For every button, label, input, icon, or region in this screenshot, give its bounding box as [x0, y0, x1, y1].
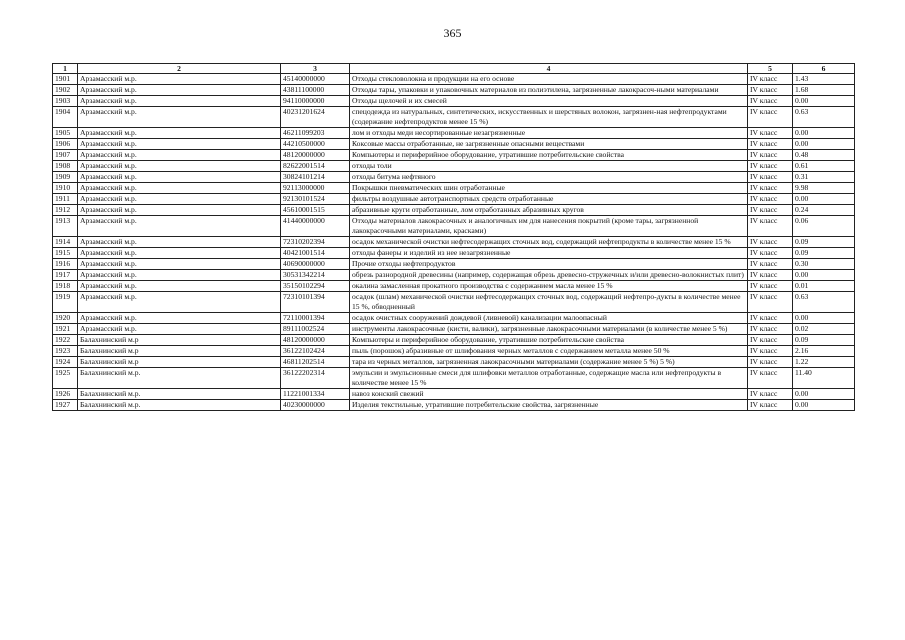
district-cell: Арзамасский м.р.: [78, 259, 281, 270]
amount-cell: 0.00: [793, 96, 855, 107]
amount-cell: 0.30: [793, 259, 855, 270]
column-header: 3: [281, 64, 350, 74]
table-row: [53, 270, 855, 281]
waste-name-cell: спецодежда из натуральных, синтетических, искусственных и шерстяных волокон, загрязнен-ная нефтепродуктами (содержание нефтепродуктов менее 15 %): [350, 107, 748, 128]
amount-cell: 0.00: [793, 270, 855, 281]
waste-code-cell: 11221001334: [281, 389, 350, 400]
table-row: [53, 150, 855, 161]
row-number-cell: 1916: [53, 259, 78, 270]
table-row: [53, 248, 855, 259]
hazard-class-cell: IV класс: [748, 128, 793, 139]
row-number-cell: 1907: [53, 150, 78, 161]
amount-cell: 0.09: [793, 248, 855, 259]
district-cell: Арзамасский м.р.: [78, 139, 281, 150]
waste-code-cell: 35150102294: [281, 281, 350, 292]
district-cell: Арзамасский м.р.: [78, 85, 281, 96]
row-number-cell: 1902: [53, 85, 78, 96]
row-number-cell: 1913: [53, 216, 78, 237]
amount-cell: 0.09: [793, 335, 855, 346]
amount-cell: 0.63: [793, 292, 855, 313]
waste-name-cell: Покрышки пневматических шин отработанные: [350, 183, 748, 194]
district-cell: Арзамасский м.р.: [78, 292, 281, 313]
district-cell: Балахнинский м.р.: [78, 368, 281, 389]
waste-name-cell: отходы толи: [350, 161, 748, 172]
table-row: [53, 194, 855, 205]
waste-code-cell: 44210500000: [281, 139, 350, 150]
district-cell: Арзамасский м.р.: [78, 128, 281, 139]
district-cell: Арзамасский м.р.: [78, 270, 281, 281]
row-number-cell: 1917: [53, 270, 78, 281]
table-row: [53, 324, 855, 335]
row-number-cell: 1927: [53, 400, 78, 411]
waste-name-cell: осадок очистных сооружений дождевой (ливневой) канализации малоопасный: [350, 313, 748, 324]
waste-code-cell: 36122102424: [281, 346, 350, 357]
waste-code-cell: 72310202394: [281, 237, 350, 248]
row-number-cell: 1925: [53, 368, 78, 389]
table-row: [53, 85, 855, 96]
district-cell: Арзамасский м.р.: [78, 237, 281, 248]
district-cell: Арзамасский м.р.: [78, 324, 281, 335]
district-cell: Балахнинский м.р: [78, 357, 281, 368]
amount-cell: 11.40: [793, 368, 855, 389]
amount-cell: 0.00: [793, 400, 855, 411]
waste-code-cell: 94110000000: [281, 96, 350, 107]
amount-cell: 0.48: [793, 150, 855, 161]
row-number-cell: 1901: [53, 74, 78, 85]
waste-name-cell: Прочие отходы нефтепродуктов: [350, 259, 748, 270]
table-row: [53, 139, 855, 150]
district-cell: Арзамасский м.р.: [78, 248, 281, 259]
hazard-class-cell: IV класс: [748, 74, 793, 85]
amount-cell: 0.00: [793, 194, 855, 205]
hazard-class-cell: IV класс: [748, 270, 793, 281]
table-row: [53, 281, 855, 292]
table-row: [53, 216, 855, 237]
amount-cell: 9.98: [793, 183, 855, 194]
waste-name-cell: Компьютеры и периферийное оборудование, утратившие потребительские свойства: [350, 335, 748, 346]
amount-cell: 0.00: [793, 128, 855, 139]
row-number-cell: 1903: [53, 96, 78, 107]
district-cell: Арзамасский м.р.: [78, 216, 281, 237]
column-header: 4: [350, 64, 748, 74]
waste-name-cell: осадок механической очистки нефтесодержащих сточных вод, содержащий нефтепродукты в количестве менее 15 %: [350, 237, 748, 248]
hazard-class-cell: IV класс: [748, 183, 793, 194]
row-number-cell: 1910: [53, 183, 78, 194]
hazard-class-cell: IV класс: [748, 357, 793, 368]
waste-name-cell: навоз конский свежий: [350, 389, 748, 400]
amount-cell: 0.31: [793, 172, 855, 183]
waste-code-cell: 82622001514: [281, 161, 350, 172]
waste-code-cell: 36122202314: [281, 368, 350, 389]
amount-cell: 0.24: [793, 205, 855, 216]
hazard-class-cell: IV класс: [748, 248, 793, 259]
row-number-cell: 1914: [53, 237, 78, 248]
hazard-class-cell: IV класс: [748, 400, 793, 411]
amount-cell: 0.00: [793, 389, 855, 400]
waste-name-cell: фильтры воздушные автотранспортных средств отработанные: [350, 194, 748, 205]
amount-cell: 0.06: [793, 216, 855, 237]
waste-code-cell: 89111002524: [281, 324, 350, 335]
amount-cell: 0.00: [793, 139, 855, 150]
amount-cell: 1.68: [793, 85, 855, 96]
waste-code-cell: 30824101214: [281, 172, 350, 183]
waste-name-cell: Отходы щелочей и их смесей: [350, 96, 748, 107]
hazard-class-cell: IV класс: [748, 259, 793, 270]
waste-name-cell: Коксовые массы отработанные, не загрязненные опасными веществами: [350, 139, 748, 150]
waste-name-cell: Отходы тары, упаковки и упаковочных материалов из полиэтилена, загрязненные лакокрасоч-ными материалами: [350, 85, 748, 96]
table-row: [53, 161, 855, 172]
waste-code-cell: 46811202514: [281, 357, 350, 368]
amount-cell: 0.02: [793, 324, 855, 335]
waste-code-cell: 92130101524: [281, 194, 350, 205]
column-header: 6: [793, 64, 855, 74]
district-cell: Арзамасский м.р.: [78, 96, 281, 107]
row-number-cell: 1923: [53, 346, 78, 357]
hazard-class-cell: IV класс: [748, 216, 793, 237]
waste-name-cell: пыль (порошок) абразивные от шлифования черных металлов с содержанием металла менее 50 %: [350, 346, 748, 357]
waste-name-cell: Изделия текстильные, утратившие потребительские свойства, загрязненные: [350, 400, 748, 411]
waste-code-cell: 48120000000: [281, 335, 350, 346]
page-number: 365: [443, 26, 462, 40]
waste-code-cell: 72310101394: [281, 292, 350, 313]
waste-name-cell: окалина замасленная прокатного производства с содержанием масла менее 15 %: [350, 281, 748, 292]
table-row: [53, 172, 855, 183]
waste-code-cell: 40421001514: [281, 248, 350, 259]
hazard-class-cell: IV класс: [748, 139, 793, 150]
waste-code-cell: 43811100000: [281, 85, 350, 96]
table-row: [53, 400, 855, 411]
waste-code-cell: 46211099203: [281, 128, 350, 139]
waste-code-cell: 41440000000: [281, 216, 350, 237]
hazard-class-cell: IV класс: [748, 389, 793, 400]
waste-name-cell: эмульсии и эмульсионные смеси для шлифовки металлов отработанные, содержащие масла или нефтепродукты в количестве менее 15 %: [350, 368, 748, 389]
waste-code-cell: 40231201624: [281, 107, 350, 128]
table-row: [53, 74, 855, 85]
table-row: [53, 368, 855, 389]
row-number-cell: 1918: [53, 281, 78, 292]
table-row: [53, 346, 855, 357]
table-row: [53, 183, 855, 194]
table-row: [53, 389, 855, 400]
district-cell: Арзамасский м.р.: [78, 150, 281, 161]
row-number-cell: 1909: [53, 172, 78, 183]
hazard-class-cell: IV класс: [748, 205, 793, 216]
hazard-class-cell: IV класс: [748, 368, 793, 389]
district-cell: Арзамасский м.р.: [78, 205, 281, 216]
table-header-row: [53, 64, 855, 74]
waste-name-cell: Отходы стекловолокна и продукции на его основе: [350, 74, 748, 85]
table-row: [53, 128, 855, 139]
table-row: [53, 292, 855, 313]
row-number-cell: 1905: [53, 128, 78, 139]
amount-cell: 0.09: [793, 237, 855, 248]
hazard-class-cell: IV класс: [748, 346, 793, 357]
district-cell: Балахнинский м.р: [78, 346, 281, 357]
waste-code-cell: 72110001394: [281, 313, 350, 324]
table-row: [53, 335, 855, 346]
column-header: 2: [78, 64, 281, 74]
waste-name-cell: отходы битума нефтяного: [350, 172, 748, 183]
table-row: [53, 205, 855, 216]
waste-name-cell: Компьютеры и периферийное оборудование, утратившие потребительские свойства: [350, 150, 748, 161]
district-cell: Арзамасский м.р.: [78, 74, 281, 85]
row-number-cell: 1920: [53, 313, 78, 324]
row-number-cell: 1919: [53, 292, 78, 313]
district-cell: Арзамасский м.р.: [78, 172, 281, 183]
hazard-class-cell: IV класс: [748, 150, 793, 161]
hazard-class-cell: IV класс: [748, 172, 793, 183]
column-header: 1: [53, 64, 78, 74]
waste-table: [52, 63, 855, 411]
hazard-class-cell: IV класс: [748, 107, 793, 128]
amount-cell: 0.00: [793, 313, 855, 324]
waste-name-cell: тара из черных металлов, загрязненная лакокрасочными материалами (содержание менее 5 %) 5 %): [350, 357, 748, 368]
row-number-cell: 1911: [53, 194, 78, 205]
district-cell: Арзамасский м.р.: [78, 107, 281, 128]
amount-cell: 0.01: [793, 281, 855, 292]
hazard-class-cell: IV класс: [748, 313, 793, 324]
row-number-cell: 1924: [53, 357, 78, 368]
district-cell: Арзамасский м.р.: [78, 313, 281, 324]
waste-code-cell: 48120000000: [281, 150, 350, 161]
row-number-cell: 1922: [53, 335, 78, 346]
hazard-class-cell: IV класс: [748, 335, 793, 346]
district-cell: Балахнинский м.р.: [78, 389, 281, 400]
hazard-class-cell: IV класс: [748, 281, 793, 292]
hazard-class-cell: IV класс: [748, 194, 793, 205]
hazard-class-cell: IV класс: [748, 96, 793, 107]
district-cell: Арзамасский м.р.: [78, 161, 281, 172]
row-number-cell: 1906: [53, 139, 78, 150]
waste-code-cell: 30531342214: [281, 270, 350, 281]
amount-cell: 0.61: [793, 161, 855, 172]
district-cell: Балахнинский м.р.: [78, 400, 281, 411]
waste-code-cell: 45140000000: [281, 74, 350, 85]
table-row: [53, 237, 855, 248]
waste-code-cell: 40230000000: [281, 400, 350, 411]
waste-name-cell: лом и отходы меди несортированные незагрязненные: [350, 128, 748, 139]
waste-name-cell: осадок (шлам) механической очистки нефтесодержащих сточных вод, содержащий нефтепро-дукты в количестве менее 15 %, обводненный: [350, 292, 748, 313]
hazard-class-cell: IV класс: [748, 85, 793, 96]
amount-cell: 2.16: [793, 346, 855, 357]
hazard-class-cell: IV класс: [748, 161, 793, 172]
district-cell: Арзамасский м.р.: [78, 281, 281, 292]
row-number-cell: 1912: [53, 205, 78, 216]
waste-code-cell: 40690000000: [281, 259, 350, 270]
district-cell: Арзамасский м.р.: [78, 194, 281, 205]
waste-code-cell: 45610001515: [281, 205, 350, 216]
waste-name-cell: абразивные круги отработанные, лом отработанных абразивных кругов: [350, 205, 748, 216]
waste-name-cell: обрезь разнородной древесины (например, содержащая обрезь древесно-стружечных и/или древесно-волокнистых плит): [350, 270, 748, 281]
district-cell: Арзамасский м.р.: [78, 183, 281, 194]
hazard-class-cell: IV класс: [748, 237, 793, 248]
table-row: [53, 107, 855, 128]
waste-name-cell: инструменты лакокрасочные (кисти, валики), загрязненные лакокрасочными материалами (в количестве менее 5 %): [350, 324, 748, 335]
column-header: 5: [748, 64, 793, 74]
district-cell: Балахнинский м.р: [78, 335, 281, 346]
row-number-cell: 1921: [53, 324, 78, 335]
row-number-cell: 1926: [53, 389, 78, 400]
waste-code-cell: 92113000000: [281, 183, 350, 194]
waste-name-cell: отходы фанеры и изделий из нее незагрязненные: [350, 248, 748, 259]
row-number-cell: 1904: [53, 107, 78, 128]
table-row: [53, 259, 855, 270]
waste-name-cell: Отходы материалов лакокрасочных и аналогичных им для нанесения покрытий (кроме тары, загрязненной лакокрасочными материалами, красками): [350, 216, 748, 237]
amount-cell: 1.43: [793, 74, 855, 85]
row-number-cell: 1908: [53, 161, 78, 172]
amount-cell: 0.63: [793, 107, 855, 128]
hazard-class-cell: IV класс: [748, 324, 793, 335]
table-row: [53, 357, 855, 368]
table-row: [53, 96, 855, 107]
row-number-cell: 1915: [53, 248, 78, 259]
hazard-class-cell: IV класс: [748, 292, 793, 313]
table-row: [53, 313, 855, 324]
amount-cell: 1.22: [793, 357, 855, 368]
